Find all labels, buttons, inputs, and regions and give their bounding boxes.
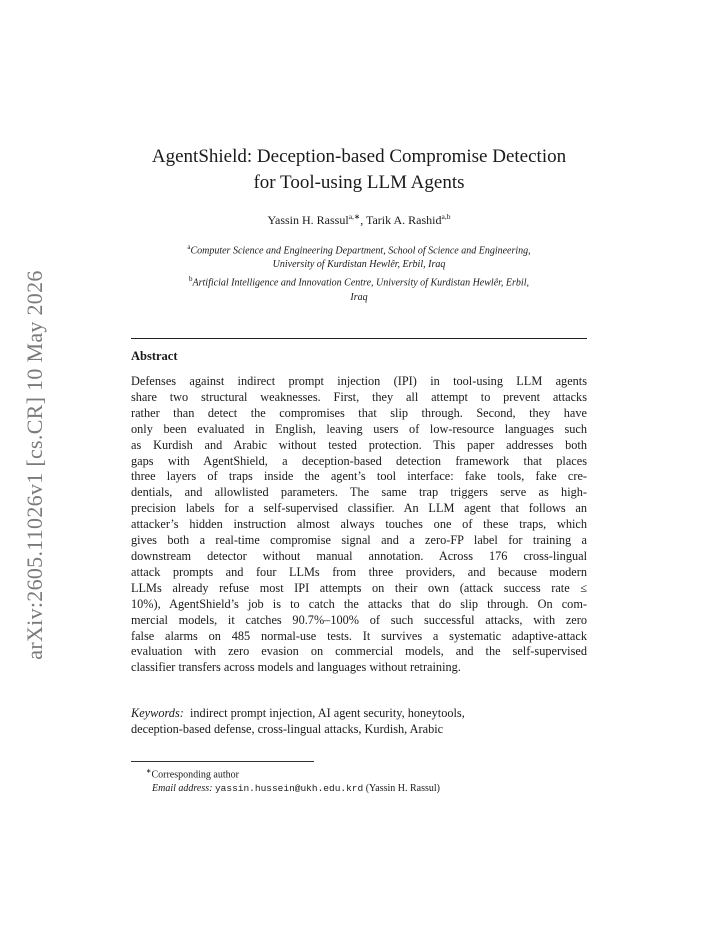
abstract-line: attack prompts and four LLMs from three providers, and because modern (131, 564, 587, 579)
affiliation-text: Artificial Intelligence and Innovation Centre, University of Kurdistan Hewlêr, Erbil, (192, 277, 529, 289)
abstract-line: attacker’s hidden instruction almost always touches one of these traps, which (131, 517, 587, 532)
email-label: Email address: (152, 783, 213, 795)
abstract-line: classifier transfers across models and languages without retraining. (131, 660, 461, 675)
affiliation-mark: a (187, 243, 191, 251)
keywords-text: indirect prompt injection, AI agent security, honeytools, (189, 706, 465, 720)
abstract-line: share two structural weaknesses. First, they all attempt to prevent attacks (131, 389, 587, 404)
abstract-body (131, 374, 587, 676)
email-address: yassin.hussein@ukh.edu.krd (214, 783, 364, 795)
affiliation-text: Computer Science and Engineering Department, School of Science and Engineering, (190, 245, 531, 257)
abstract-line: dentials, and allowlisted parameters. The same trap triggers serve as high- (131, 485, 587, 500)
author-affiliation-mark: a,∗ (348, 212, 361, 221)
abstract-line: only been evaluated in English, leaving users of low-resource languages such (131, 421, 587, 436)
abstract-line: mercial models, it catches 90.7%–100% of such successful attacks, with zero (131, 612, 587, 627)
abstract-line: gaps with AgentShield, a deception-based detection framework that places (131, 453, 587, 468)
arxiv-identifier-stamp: arXiv:2605.11026v1 [cs.CR] 10 May 2026 (22, 270, 47, 660)
abstract-line: 10%), AgentShield’s job is to catch the attacks that do slip through. On com- (131, 596, 587, 611)
affiliation-mark: b (189, 275, 193, 284)
affiliation-text: Iraq (350, 291, 368, 303)
title-line-1: AgentShield: Deception-based Compromise Detection (151, 146, 567, 167)
abstract-line: rather than detect the compromises that slip through. Second, they have (131, 405, 587, 420)
email-owner: (Yassin H. Rassul) (365, 783, 440, 795)
corresponding-author-note: Corresponding author (151, 769, 239, 781)
author-affiliation-mark: a,b (441, 212, 451, 221)
author-name: Yassin H. Rassul (267, 213, 349, 227)
author-list (120, 212, 598, 228)
footnote-mark: ∗ (146, 768, 152, 775)
keywords-block (131, 705, 587, 737)
affiliation-b (126, 272, 592, 304)
affiliation-text: University of Kurdistan Hewlêr, Erbil, Iraq (272, 259, 446, 271)
abstract-line: downstream detector without manual annotation. Across 176 cross-lingual (131, 548, 587, 563)
abstract-line: three layers of traps inside the agent’s tool interface: fake tools, fake cre- (131, 469, 587, 484)
abstract-line: evaluation with zero evasion on commercial models, and the self-supervised (131, 644, 587, 659)
affiliation-block (126, 240, 592, 305)
abstract-line: LLMs already refuse most IPI attempts on their own (attack success rate ≤ (131, 580, 587, 595)
footnote (146, 765, 440, 796)
keywords-text: deception-based defense, cross-lingual attacks, Kurdish, Arabic (131, 722, 444, 736)
abstract-heading: Abstract (131, 349, 178, 363)
affiliation-a (126, 240, 592, 272)
paper-title (120, 144, 598, 196)
abstract-line: false alarms on 485 normal-use tests. It survives a systematic adaptive-attack (131, 628, 587, 643)
abstract-line: Defenses against indirect prompt injection (IPI) in tool-using LLM agents (131, 374, 587, 388)
abstract-line: precision labels for a self-supervised classifier. An LLM agent that follows an (131, 501, 587, 516)
abstract-line: gives both a real-time compromise signal and a zero-FP label for training a (131, 533, 587, 548)
keywords-label: Keywords: (131, 706, 184, 720)
abstract-divider (131, 338, 587, 339)
author-separator: , (360, 213, 366, 227)
footnote-divider (131, 761, 314, 762)
author-name: Tarik A. Rashid (365, 213, 442, 227)
title-line-2: for Tool-using LLM Agents (253, 172, 465, 193)
abstract-line: as Kurdish and Arabic without tested protection. This paper addresses both (131, 437, 587, 452)
